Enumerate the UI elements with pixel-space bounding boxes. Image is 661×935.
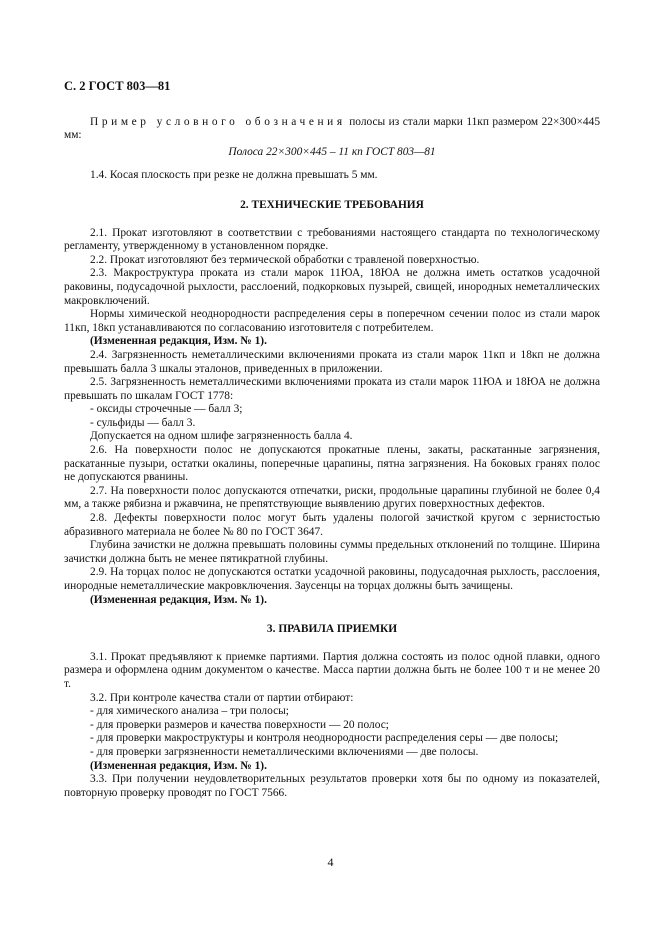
list-item: - оксиды строчечные — балл 3; [90, 403, 243, 416]
paragraph-3-1: 3.1. Прокат предъявляют к приемке партиями. Партия должна состоять из полос одной плавки, одного размера и оформлена одним документом о качестве. Масса партии должна быть не более 100 т и не менее 20 т. [64, 650, 600, 690]
revision-note: (Измененная редакция, Изм. № 1). [90, 335, 267, 348]
list-item: - для проверки загрязненности неметаллическими включениями — две полосы. [90, 745, 479, 758]
example-rest: полосы из стали марки 11кп размером 22×300×445 мм: [64, 115, 601, 142]
paragraph-2-5: 2.5. Загрязненность неметаллическими включениями проката из стали марок 11ЮА и 18ЮА не должна превышать по шкалам ГОСТ 1778: [64, 376, 600, 402]
list-item: - для проверки размеров и качества поверхности — 20 полос; [90, 718, 389, 731]
section-2-title: 2. ТЕХНИЧЕСКИЕ ТРЕБОВАНИЯ [240, 198, 424, 211]
paragraph-3-2: 3.2. При контроле качества стали от партии отбирают: [90, 691, 354, 704]
paragraph-3-3: 3.3. При получении неудовлетворительных результатов проверки хотя бы по одному из показателей, повторную проверку проводят по ГОСТ 7566. [64, 773, 600, 799]
example-lead: Пример условного обозначения [90, 115, 346, 128]
paragraph-2-5b: Допускается на одном шлифе загрязненность балла 4. [90, 430, 353, 443]
page-header: С. 2 ГОСТ 803—81 [64, 79, 171, 93]
paragraph-2-3b: Нормы химической неоднородности распределения серы в поперечном сечении полос из стали марок 11кп, 18кп устанавливаются по согласованию изготовителя с потребителем. [64, 308, 600, 334]
page-number: 4 [327, 855, 334, 869]
paragraph-2-2: 2.2. Прокат изготовляют без термической обработки с травленой поверхностью. [90, 253, 480, 266]
paragraph-2-1: 2.1. Прокат изготовляют в соответствии с требованиями настоящего стандарта по технологическому регламенту, утвержденному в установленном порядке. [64, 226, 600, 253]
example-formula: Полоса 22×300×445 – 11 кп ГОСТ 803—81 [228, 145, 436, 158]
list-item: - для проверки макроструктуры и контроля неоднородности распределения серы — две полосы; [90, 732, 559, 745]
paragraph-2-8b: Глубина зачистки не должна превышать половины суммы предельных отклонений по толщине. Ширина зачистки должна быть не менее пятикратной глубины. [64, 539, 600, 565]
document-page [64, 80, 600, 800]
paragraph-2-8: 2.8. Дефекты поверхности полос могут быть удалены пологой зачисткой кругом с зернистостью абразивного материала не более № 80 по ГОСТ 3647. [64, 512, 600, 538]
list-item: - сульфиды — балл 3. [90, 416, 196, 429]
paragraph-2-9: 2.9. На торцах полос не допускаются остатки усадочной раковины, подусадочная рыхлость, расслоения, инородные неметаллические макровключения. Заусенцы на торцах должны быть зачищены. [64, 566, 600, 592]
revision-note: (Измененная редакция, Изм. № 1). [90, 593, 267, 606]
paragraph-1-4: 1.4. Косая плоскость при резке не должна превышать 5 мм. [90, 169, 378, 182]
paragraph-2-3: 2.3. Макроструктура проката из стали марок 11ЮА, 18ЮА не должна иметь остатков усадочной раковины, подусадочной рыхлости, расслоений, подкорковых пузырей, свищей, инородных неметаллических макровключений. [64, 267, 600, 307]
example-paragraph [64, 116, 600, 143]
section-3-title: 3. ПРАВИЛА ПРИЕМКИ [266, 623, 398, 636]
paragraph-2-7: 2.7. На поверхности полос допускаются отпечатки, риски, продольные царапины глубиной не более 0,4 мм, а также рябизна и ржавчина, не препятствующие выявлению других поверхностных дефектов. [64, 484, 600, 511]
paragraph-2-6: 2.6. На поверхности полос не допускаются прокатные плены, закаты, раскатанные загрязнения, раскатанные пузыри, остатки окалины, поперечные царапины, пятна загрязнения. На боковых гранях полос не допускаются рванины. [64, 444, 600, 484]
list-item: - для химического анализа – три полосы; [90, 705, 289, 718]
revision-note: (Измененная редакция, Изм. № 1). [90, 759, 267, 772]
paragraph-2-4: 2.4. Загрязненность неметаллическими включениями проката из стали марок 11кп и 18кп не должна превышать балла 3 шкалы эталонов, приведенных в приложении. [64, 348, 600, 375]
